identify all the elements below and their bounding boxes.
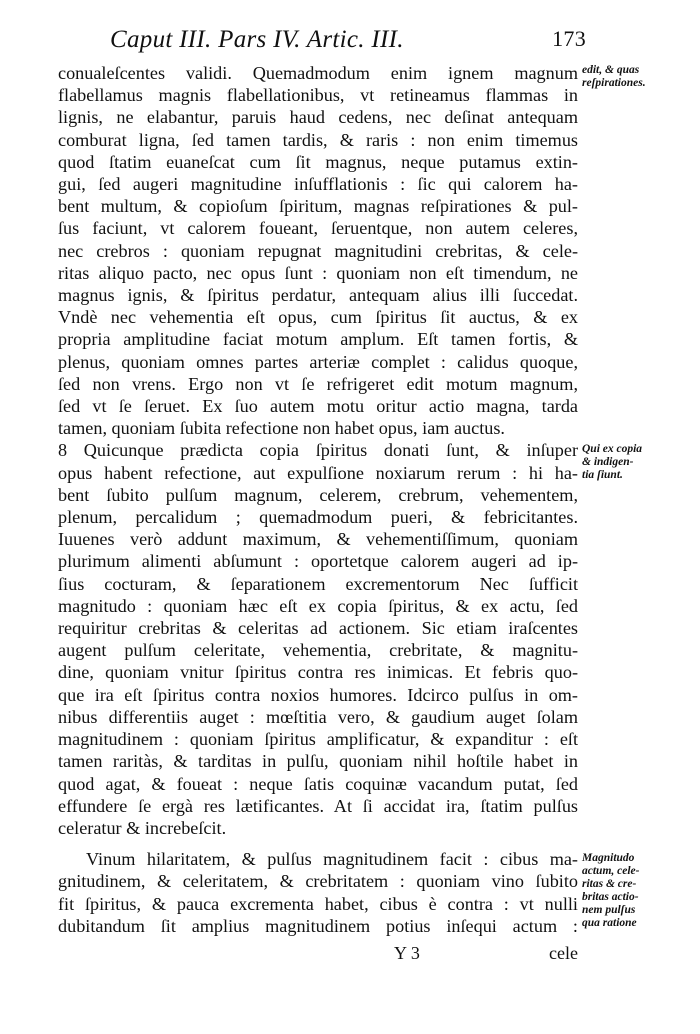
text-line: bent multum, & copioſum ſpiritum, magnas reſpirationes & pul- — [58, 196, 578, 217]
text-line: plenum, percalidum ; quemadmodum pueri, & febricitantes. — [58, 507, 578, 528]
signature-mark: Y 3 — [394, 943, 420, 963]
margin-note-2 — [582, 443, 694, 482]
margin-note-line: Qui ex copia — [582, 443, 643, 455]
text-line: augent pulſum celeritate, vehementia, crebritate, & magnitu- — [58, 640, 578, 661]
text-line: gnitudinem, & celeritatem, & crebritatem : quoniam vino ſubito — [58, 871, 578, 892]
text-line: Vinum hilaritatem, & pulſus magnitudinem facit : cibus ma- — [86, 849, 578, 870]
text-line: propria amplitudine faciat motum amplum. Eſt tamen fortis, & — [58, 329, 578, 350]
margin-note-line: & indigen- — [582, 456, 634, 468]
margin-note-line: nem pulſus — [582, 904, 636, 916]
text-line: nibus differentiis auget : mœſtitia vero, & gaudium auget ſolam — [58, 706, 578, 727]
text-line: nec crebros : quoniam repugnat magnitudini crebritas, & cele- — [58, 240, 578, 261]
text-line: lignis, ne elabantur, paruis haud cedens, nec deſinat antequam — [58, 107, 578, 128]
chapter-heading: Caput III. Pars IV. Artic. III. — [110, 26, 404, 53]
text-line: requiritur crebritas & celeritas ad actionem. Sic etiam iraſcentes — [58, 618, 578, 639]
text-line: tamen, quoniam ſubita refectione non habet opus, iam auctus. — [58, 418, 505, 439]
text-line: celeratur & increbeſcit. — [58, 817, 227, 838]
margin-note-line: Magnitudo — [582, 852, 635, 864]
text-line: flabellamus magnis flabellationibus, vt retineamus flammas in — [58, 85, 578, 106]
paragraph-gap — [58, 839, 578, 848]
text-line: dine, quoniam vnitur ſpiritus contra res inimicas. Et febris quo- — [58, 662, 578, 683]
page-number: 173 — [552, 26, 586, 51]
running-header — [100, 20, 590, 60]
catchword: cele — [549, 943, 578, 963]
text-line: magnitudinem : quoniam ſpiritus amplificatur, & expanditur : eſt — [58, 729, 578, 750]
margin-note-line: reſpirationes. — [582, 77, 646, 89]
margin-note-line: britas actio- — [582, 891, 639, 903]
text-line: Vndè nec vehementia eſt opus, cum ſpiritus ſit auctus, & ex — [58, 307, 578, 328]
text-line: que ira eſt ſpiritus contra noxios humores. Idcirco pulſus in om- — [58, 684, 578, 705]
text-line: plurimum alimenti abſumunt : oportetque calorem augeri ad ip- — [58, 551, 578, 572]
text-line: effundere ſe ergà res lætificantes. At ſi accidat ira, ſtatim pulſus — [58, 795, 578, 816]
margin-note-line: ritas & cre- — [582, 878, 637, 890]
text-line: comburat ligna, ſed tamen tardis, & raris : non enim timemus — [58, 129, 578, 150]
text-line: 8 Quicunque prædicta copia ſpiritus donati ſunt, & inſuper — [58, 440, 578, 461]
margin-note-1 — [582, 64, 694, 90]
text-line: dubitandum ſit amplius magnitudinem potius inſequi actum : — [58, 915, 578, 936]
margin-note-line: tia ſiunt. — [582, 469, 623, 481]
text-line: magnitudo : quoniam hæc eſt ex copia ſpiritus, & ex actu, ſed — [58, 595, 578, 616]
margin-note-line: edit, & quas — [582, 64, 640, 76]
text-line: tamen raritàs, & tarditas in pulſu, quoniam nihil hoſtile habet in — [58, 751, 578, 772]
text-line: plenus, quoniam omnes partes arteriæ complet : calidus quoque, — [58, 351, 578, 372]
margin-note-line: qua ratione — [582, 917, 637, 929]
margin-note-3 — [582, 852, 694, 930]
text-line: bent ſubito pulſum magnum, celerem, crebrum, vehementem, — [58, 484, 578, 505]
text-line: opus habent refectione, aut expulſione noxiarum rerum : hi ha- — [58, 462, 578, 483]
page-footer — [58, 943, 578, 967]
text-line: conualeſcentes validi. Quemadmodum enim ignem magnum — [58, 63, 578, 83]
text-line: magnus ignis, & ſpiritus perdatur, antequam alius illi ſuccedat. — [58, 285, 578, 306]
text-line: Iuuenes verò addunt maximum, & vehementiſſimum, quoniam — [58, 529, 578, 550]
margin-note-line: actum, cele- — [582, 865, 640, 877]
text-line: gui, ſed augeri magnitudine inſufflationis : ſic qui calorem ha- — [58, 174, 578, 195]
text-line: ſed non vrens. Ergo non vt ſe refrigeret edit motum magnum, — [58, 373, 578, 394]
body-text — [58, 62, 578, 937]
text-line: ritas aliquo pacto, nec opus ſunt : quoniam non eſt timendum, ne — [58, 262, 578, 283]
text-line: ſius cocturam, & ſeparationem excrementorum Nec ſufficit — [58, 573, 578, 594]
text-line: ſed vt ſe ſeruet. Ex ſuo autem motu oritur actio magna, tarda — [58, 396, 578, 417]
text-line: ſus faciunt, vt calorem foueant, ſeruentque, non autem celeres, — [58, 218, 578, 239]
text-line: quod ſtatim euaneſcat cum ſit magnus, neque putamus extin- — [58, 151, 578, 172]
text-line: fit ſpiritus, & pauca excrementa habet, cibus è contra : vt nulli — [58, 893, 578, 914]
text-line: quod agat, & foueat : neque ſatis coquinæ vacandum putat, ſed — [58, 773, 578, 794]
